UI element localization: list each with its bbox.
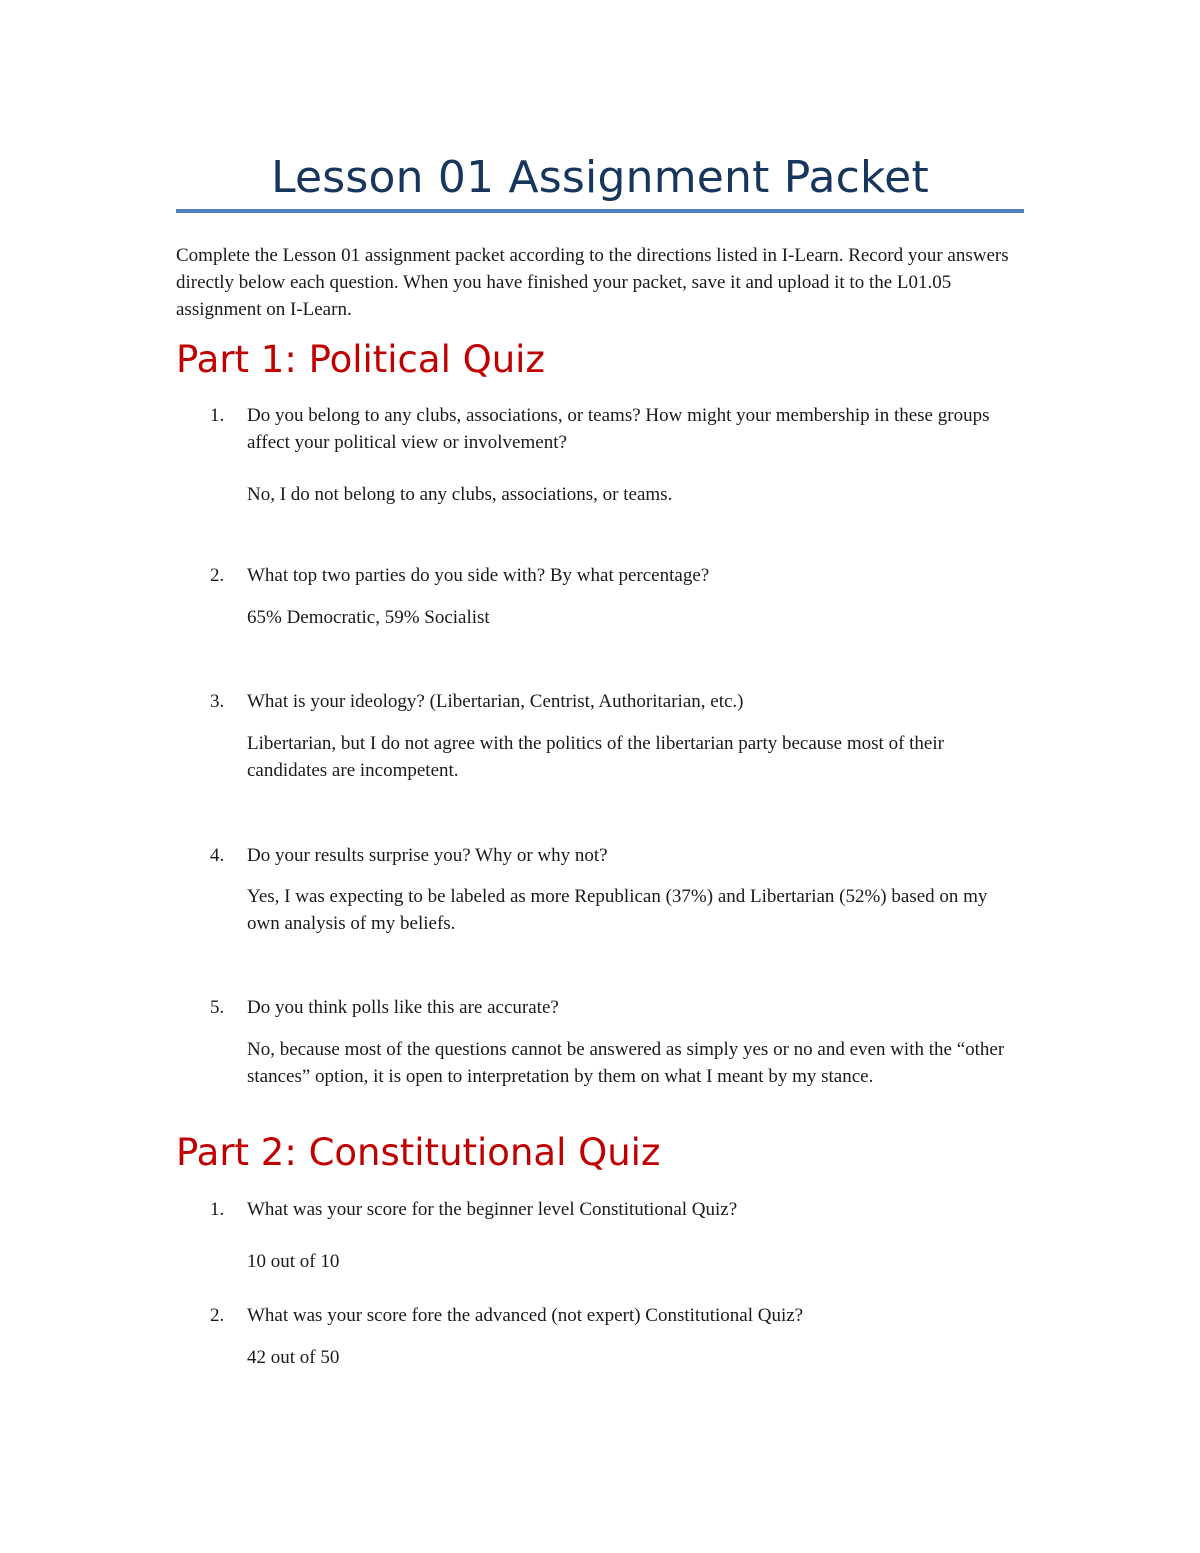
title-underline-rule — [176, 209, 1024, 213]
part1-answer-1: No, I do not belong to any clubs, associations, or teams. — [247, 484, 673, 505]
question-number: 4. — [210, 845, 225, 866]
question-number: 2. — [210, 1305, 225, 1326]
part2-heading: Part 2: Constitutional Quiz — [176, 1131, 661, 1174]
question-text: What was your score for the beginner level Constitutional Quiz? — [247, 1199, 738, 1220]
question-number: 2. — [210, 565, 225, 586]
document-title: Lesson 01 Assignment Packet — [271, 152, 929, 203]
question-number: 5. — [210, 997, 225, 1018]
question-text: What was your score fore the advanced (not expert) Constitutional Quiz? — [247, 1305, 804, 1326]
question-number: 1. — [210, 1199, 225, 1220]
question-text: What is your ideology? (Libertarian, Centrist, Authoritarian, etc.) — [247, 691, 744, 712]
question-text: What top two parties do you side with? By what percentage? — [247, 565, 710, 586]
question-number: 3. — [210, 691, 225, 712]
question-text: Do your results surprise you? Why or why not? — [247, 845, 608, 866]
question-number: 1. — [210, 405, 225, 426]
part2-answer-2: 42 out of 50 — [247, 1347, 340, 1368]
part1-answer-2: 65% Democratic, 59% Socialist — [247, 607, 490, 628]
part1-answer-3: Libertarian, but I do not agree with the politics of the libertarian party because most of their candidates are incompetent. — [247, 733, 944, 781]
part1-answer-4: Yes, I was expecting to be labeled as more Republican (37%) and Libertarian (52%) based on my own analysis of my beliefs. — [247, 886, 988, 934]
part1-heading: Part 1: Political Quiz — [176, 338, 545, 381]
question-text: Do you think polls like this are accurate? — [247, 997, 559, 1018]
part2-answer-1: 10 out of 10 — [247, 1251, 340, 1272]
part1-answer-5: No, because most of the questions cannot be answered as simply yes or no and even with the “other stances” option, it is open to interpretation by them on what I meant by my stance. — [247, 1039, 1005, 1087]
intro-paragraph: Complete the Lesson 01 assignment packet according to the directions listed in I-Learn. Record your answers directly below each question. When you have finished your packet, save it and upload it to the L01.05 assignment on I-Learn. — [176, 245, 1009, 320]
question-text: Do you belong to any clubs, associations, or teams? How might your membership in these groups affect your political view or involvement? — [247, 405, 990, 453]
